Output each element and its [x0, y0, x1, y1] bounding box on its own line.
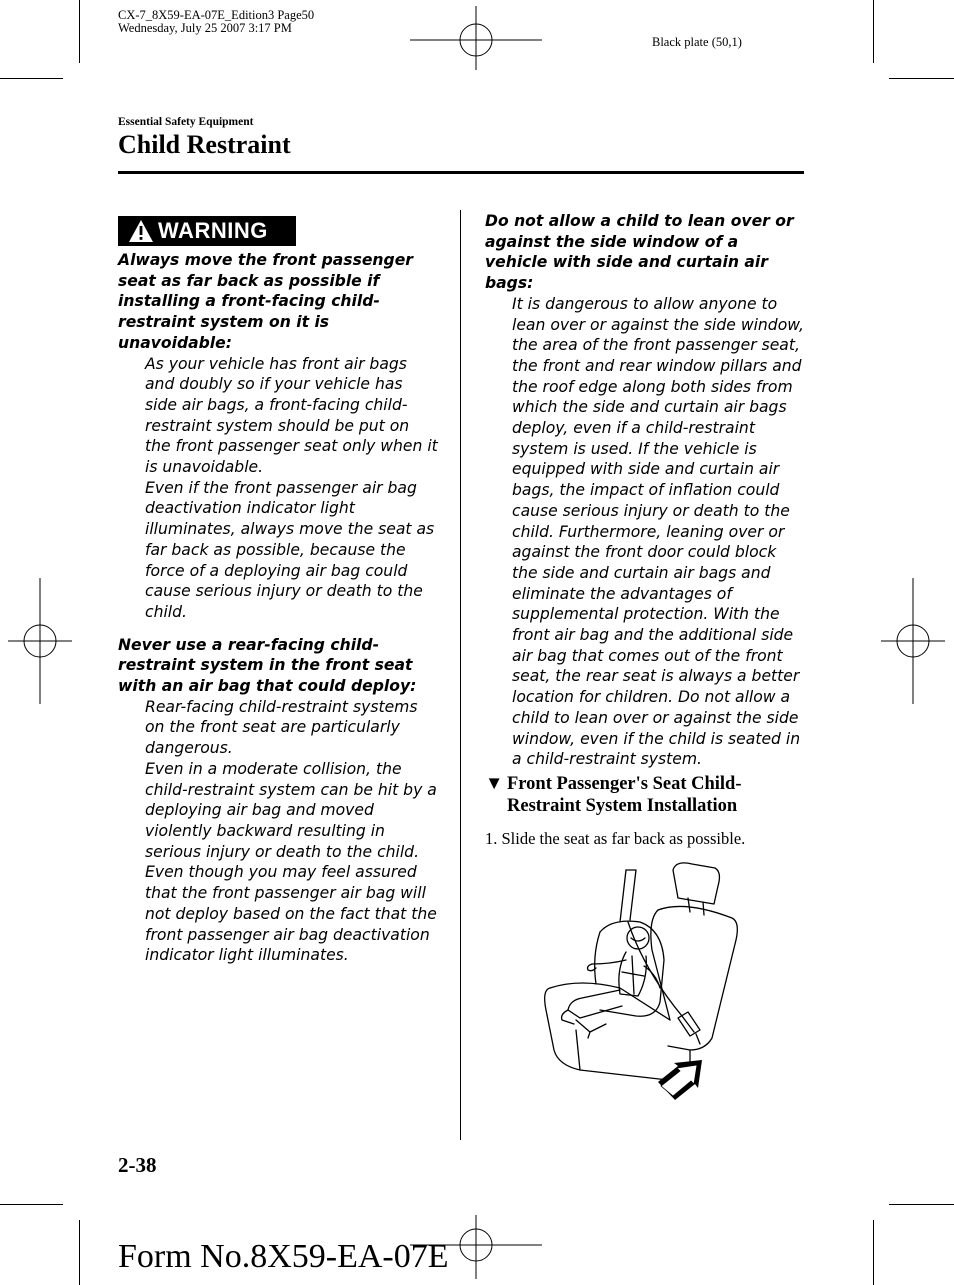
warning-paragraph: Even if the front passenger air bag deactivation indicator light illuminates, always move the seat as far back as possible, because the force of a deploying air bag could cause serious injury or death to the child. — [145, 478, 435, 621]
warning-label: WARNING — [158, 218, 268, 243]
child-seat-illustration — [540, 860, 740, 1100]
print-file-name: CX-7_8X59-EA-07E_Edition3 Page50 — [118, 8, 315, 22]
warning-paragraph: Even though you may feel assured that the front passenger air bag will not deploy based on the fact that the front passenger air bag deactivation indicator light illuminates. — [145, 863, 437, 965]
column-divider — [460, 210, 461, 1140]
print-timestamp: Wednesday, July 25 2007 3:17 PM — [118, 21, 292, 35]
warning-paragraph: As your vehicle has front air bags and doubly so if your vehicle has side air bags, a front-facing child-restraint system should be put on the front passenger seat only when it is unavoidable. — [145, 354, 438, 477]
warning-paragraph: Even in a moderate collision, the child-restraint system can be hit by a deploying air bag and moved violently backward resulting in serious injury or death to the child. — [145, 759, 437, 861]
registration-mark-left-icon — [8, 578, 72, 704]
step-1: 1. Slide the seat as far back as possible. — [485, 829, 746, 848]
warning-item-lead: Always move the front passenger seat as far back as possible if installing a front-facing child-restraint system on it is unavoidable: — [118, 251, 413, 352]
warning-paragraph: Rear-facing child-restraint systems on the front seat are particularly dangerous. — [145, 697, 418, 758]
arrow-icon — [658, 1060, 702, 1100]
registration-mark-top-icon — [410, 6, 542, 70]
registration-mark-right-icon — [881, 578, 945, 704]
installation-heading-text: Front Passenger's Seat Child-Restraint System Installation — [507, 774, 742, 816]
page-number: 2-38 — [118, 1153, 157, 1177]
warning-item — [118, 250, 438, 623]
warning-paragraph: It is dangerous to allow anyone to lean over or against the side window, the area of the front passenger seat, the front and rear window pillars and the roof edge along both sides from which the side and curtain air bags deploy, even if a child-restraint system is used. If the vehicle is equipped with side and curtain air bags, the impact of inflation could cause serious injury or death to the child. Furthermore, leaning over or against the front door could block the side and curtain air bags and eliminate the advantages of supplemental protection. With the front air bag and the additional side air bag that comes out of the front seat, the rear seat is always a better location for children. Do not allow a child to lean over or against the side window, even if the child is seated in a child-restraint system. — [512, 294, 804, 769]
section-marker-icon: ▼ — [485, 774, 504, 794]
warning-item — [485, 211, 805, 770]
warning-badge — [118, 216, 296, 246]
warning-item-lead: Do not allow a child to lean over or against the side window of a vehicle with side and curtain air bags: — [485, 212, 794, 293]
warning-triangle-icon — [128, 219, 154, 243]
warning-item-lead: Never use a rear-facing child-restraint system in the front seat with an air bag that could deploy: — [118, 635, 417, 696]
print-file-info — [118, 9, 314, 35]
warning-item — [118, 635, 438, 966]
form-number: Form No.8X59-EA-07E — [118, 1238, 449, 1275]
installation-heading — [485, 773, 785, 817]
section-label: Essential Safety Equipment — [118, 116, 254, 128]
plate-label: Black plate (50,1) — [652, 35, 742, 49]
warning-column-right — [485, 211, 805, 770]
page-title: Child Restraint — [118, 130, 291, 159]
warning-column-left — [118, 250, 438, 966]
title-rule — [118, 171, 804, 174]
